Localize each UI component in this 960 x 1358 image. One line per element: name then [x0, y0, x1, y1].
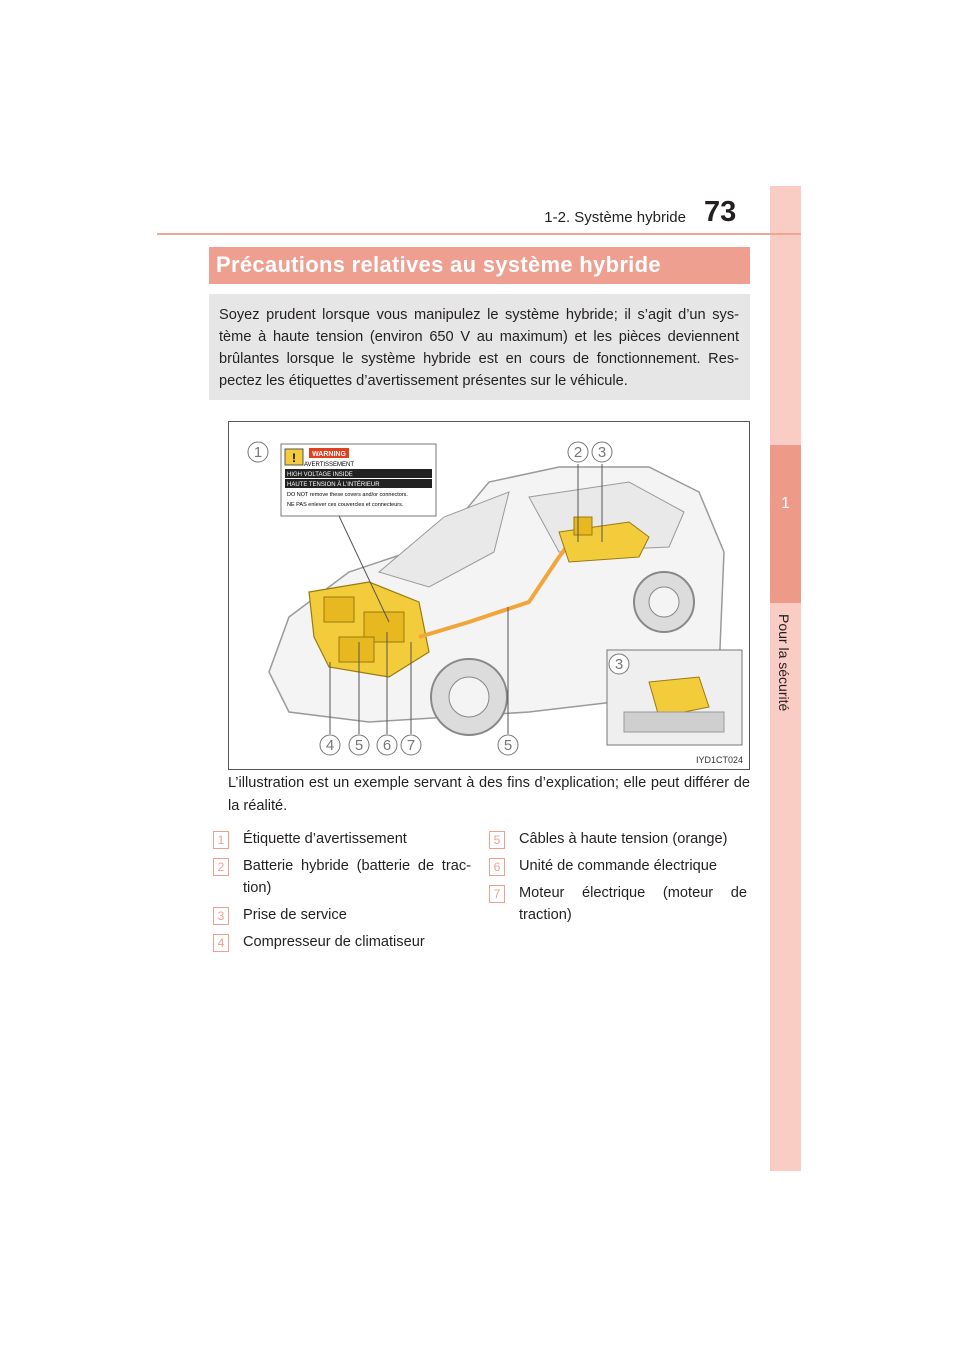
warning-line4: NE PAS enlever ces couvercles et connecteurs.	[287, 502, 404, 508]
legend-item	[213, 904, 471, 926]
inset-callout-label: 3	[614, 656, 624, 673]
chapter-side-tab	[770, 186, 801, 1171]
figure-code: IYD1CT024	[695, 755, 743, 765]
callout-5b-label: 5	[503, 737, 513, 754]
legend-text: Prise de service	[243, 907, 347, 923]
chapter-number-block	[770, 445, 801, 603]
callout-1-label: 1	[253, 444, 263, 461]
callout-4-label: 4	[325, 737, 335, 754]
intro-box	[209, 294, 750, 400]
warning-subheading: AVERTISSEMENT	[303, 462, 355, 468]
legend-text: Unité de commande électrique	[519, 858, 717, 874]
chapter-number: 1	[781, 495, 790, 512]
intro-text: Soyez prudent lorsque vous manipulez le système hybride; il s’agit d’un sys-tème à haute tension (environ 650 V au maximum) et les pièces deviennent brûlantes lorsque le système hybride est en cours de fonctionnement. Res-pectez les étiquettes d’avertissement présentes sur le véhicule.	[219, 307, 739, 389]
legend-item	[489, 882, 747, 926]
legend-text: Étiquette d’avertissement	[243, 831, 407, 847]
callout-7-label: 7	[406, 737, 416, 754]
page-title: Précautions relatives au système hybride	[216, 252, 661, 277]
legend-text: Compresseur de climatiseur	[243, 934, 425, 950]
header-rule	[157, 233, 801, 235]
callout-3-label: 3	[597, 444, 607, 461]
title-bar	[209, 247, 750, 284]
legend-number: 4	[213, 934, 229, 952]
legend-number: 7	[489, 885, 505, 903]
legend-number: 5	[489, 831, 505, 849]
legend-number: 6	[489, 858, 505, 876]
warning-line1: HIGH VOLTAGE INSIDE	[287, 472, 353, 478]
hybrid-system-illustration	[228, 421, 750, 770]
callout-5-label: 5	[354, 737, 364, 754]
callout-2-label: 2	[573, 444, 583, 461]
legend-number: 1	[213, 831, 229, 849]
legend-item	[213, 855, 471, 899]
svg-text:!: !	[292, 451, 296, 465]
legend-left-column	[213, 828, 471, 958]
legend-text: Batterie hybride (batterie de trac-tion)	[243, 858, 471, 896]
warning-heading: WARNING	[312, 451, 346, 458]
legend-item	[489, 855, 747, 877]
legend-right-column	[489, 828, 747, 931]
car-illustration-svg	[229, 422, 750, 770]
legend-text: Moteur électrique (moteur de traction)	[519, 885, 747, 923]
legend-number: 3	[213, 907, 229, 925]
legend-item	[213, 828, 471, 850]
legend-text: Câbles à haute tension (orange)	[519, 831, 728, 847]
chapter-title: Pour la sécurité	[776, 614, 792, 712]
warning-line3: DO NOT remove these covers and/or connectors.	[287, 492, 408, 498]
page-number: 73	[704, 196, 737, 228]
section-label: 1-2. Système hybride	[544, 209, 686, 226]
callout-6-label: 6	[382, 737, 392, 754]
legend-item	[213, 931, 471, 953]
legend-item	[489, 828, 747, 850]
warning-line2: HAUTE TENSION À L’INTÉRIEUR	[287, 482, 380, 488]
legend-number: 2	[213, 858, 229, 876]
figure-caption: L’illustration est un exemple servant à des fins d’explication; elle peut différer de la réalité.	[228, 775, 750, 814]
